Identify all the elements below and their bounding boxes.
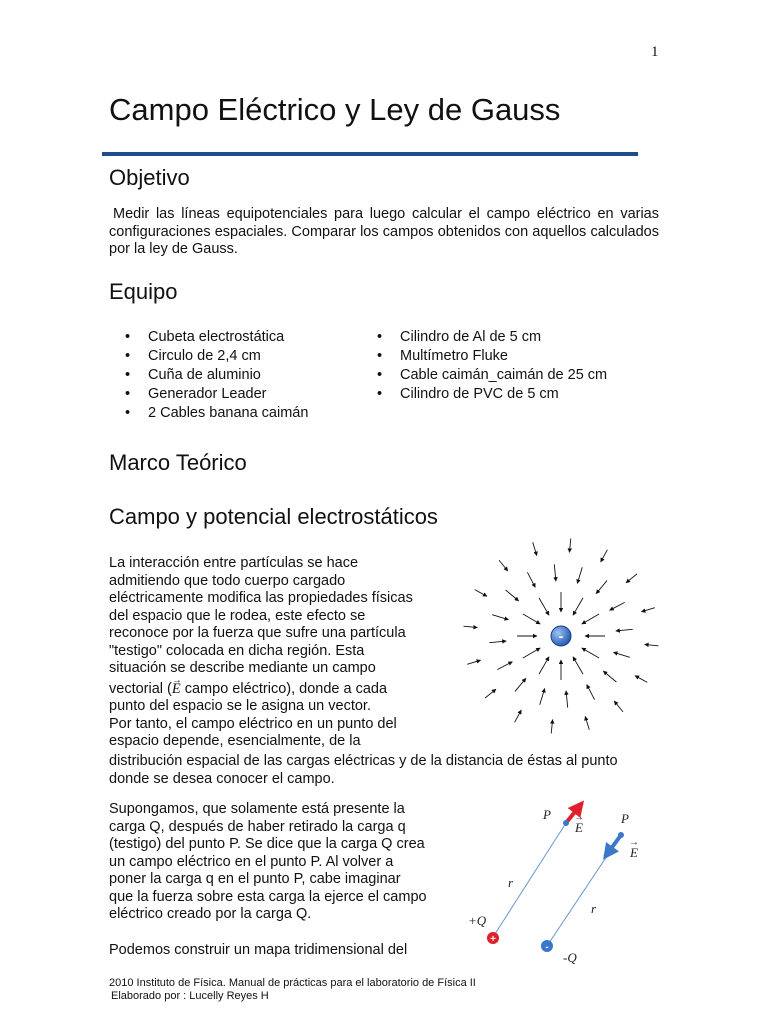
list-item: • 2 Cables banana caimán bbox=[125, 405, 309, 421]
charge-sign: - bbox=[558, 628, 564, 644]
plus-sign: + bbox=[490, 934, 496, 945]
theory-subheading: Campo y potencial electrostáticos bbox=[109, 504, 438, 529]
field-arrow bbox=[641, 608, 654, 612]
equipment-list-left bbox=[121, 328, 308, 423]
field-arrow bbox=[523, 614, 540, 624]
label-r-right: r bbox=[591, 901, 597, 916]
label-e-right: E bbox=[630, 845, 638, 860]
page-footer: 2010 Instituto de Física. Manual de prácticas para el laboratorio de Física II Elaborado por : Lucelly Reyes H bbox=[109, 977, 476, 1002]
page-number: 1 bbox=[651, 44, 659, 60]
document-title: Campo Eléctrico y Ley de Gauss bbox=[109, 92, 561, 127]
objective-heading: Objetivo bbox=[109, 165, 190, 190]
point-charges-figure bbox=[458, 795, 658, 975]
field-arrow bbox=[596, 581, 607, 594]
list-item: • Cubeta electrostática bbox=[125, 329, 285, 345]
field-arrow bbox=[585, 716, 589, 729]
equipment-heading: Equipo bbox=[109, 279, 178, 304]
label-p-left: P bbox=[543, 807, 551, 822]
field-arrow bbox=[569, 539, 570, 553]
field-arrow bbox=[601, 550, 608, 562]
field-arrow bbox=[492, 615, 508, 620]
paragraph-interaction: La interacción entre partículas se hace admitiendo que todo cuerpo cargado eléctricamente modifica las propiedades físicas del espacio que le rodea, este efecto se reconoce por la fuerza que sufre una partícula "testigo" colocada en dicha región. Esta situación se describe mediante un campo vectorial (→ E campo eléctrico), donde a cada punto del espacio se le asigna un vector. Por tanto, el campo eléctrico en un punto del espacio depende, esencialmente, de la bbox=[109, 555, 438, 751]
field-arrow bbox=[464, 626, 478, 627]
field-arrow bbox=[573, 657, 583, 674]
field-arrow bbox=[610, 602, 625, 610]
field-arrow bbox=[614, 701, 623, 712]
field-arrow bbox=[616, 629, 633, 631]
label-plus-q: +Q bbox=[468, 913, 487, 928]
field-arrow bbox=[533, 542, 537, 555]
vector-e-symbol: → E bbox=[172, 681, 181, 699]
field-arrow bbox=[551, 720, 552, 734]
list-item: • Cable caimán_caimán de 25 cm bbox=[377, 367, 608, 383]
field-arrow bbox=[523, 648, 540, 658]
label-p-right: P bbox=[621, 811, 629, 826]
field-arrow bbox=[467, 660, 480, 664]
field-arrow bbox=[540, 689, 545, 705]
equipment-list-right bbox=[373, 328, 607, 404]
vector-arrow-right: → bbox=[629, 837, 639, 848]
field-arrow bbox=[497, 662, 512, 670]
label-r-left: r bbox=[508, 875, 514, 890]
field-arrow bbox=[573, 598, 583, 615]
field-arrow bbox=[582, 614, 599, 624]
list-item: • Generador Leader bbox=[125, 386, 267, 402]
field-arrow bbox=[515, 710, 522, 722]
list-item: • Cuña de aluminio bbox=[125, 367, 261, 383]
point-p-right bbox=[618, 832, 624, 838]
list-item: • Cilindro de Al de 5 cm bbox=[377, 329, 542, 345]
point-p-left bbox=[563, 820, 569, 826]
field-arrow bbox=[475, 590, 487, 597]
list-item: • Cilindro de PVC de 5 cm bbox=[377, 386, 559, 402]
field-arrow bbox=[577, 567, 582, 583]
field-arrow bbox=[527, 572, 535, 587]
field-arrow bbox=[499, 560, 508, 571]
label-e-left: E bbox=[575, 820, 583, 835]
list-item: • Multímetro Fluke bbox=[377, 348, 508, 364]
field-arrow bbox=[506, 590, 519, 601]
vector-arrow-left: → bbox=[574, 812, 584, 823]
objective-text: Medir las líneas equipotenciales para luego calcular el campo eléctrico en varias configuraciones espaciales. Comparar los campos obtenidos con aquellos calculados por la ley de Gauss. bbox=[109, 206, 659, 257]
field-arrow bbox=[582, 648, 599, 658]
field-arrow bbox=[645, 644, 659, 645]
field-arrow bbox=[539, 657, 549, 674]
label-minus-q: -Q bbox=[563, 950, 577, 965]
field-vector-inward bbox=[605, 835, 621, 857]
distance-line-left bbox=[493, 823, 566, 937]
field-arrow bbox=[614, 652, 630, 657]
field-arrow bbox=[515, 678, 526, 691]
title-underline bbox=[102, 152, 638, 156]
paragraph-suppose: Supongamos, que solamente está presente la carga Q, después de haber retirado la carga q (testigo) del punto P. Se dice que la carga Q crea un campo eléctrico en el punto P. Al volver a poner la carga q en el punto P, cabe imaginar que la fuerza sobre esta carga la ejerce el campo eléctrico creado por la carga Q. bbox=[109, 801, 427, 922]
field-arrow bbox=[603, 671, 616, 682]
field-arrow bbox=[635, 676, 647, 683]
field-arrow bbox=[485, 689, 496, 698]
field-arrow bbox=[554, 564, 556, 581]
paragraph-map: Podemos construir un mapa tridimensional del bbox=[109, 942, 408, 958]
paragraph-distribution: distribución espacial de las cargas eléctricas y de la distancia de éstas al punto donde se desea conocer el campo. bbox=[109, 753, 618, 787]
field-arrow bbox=[587, 685, 595, 700]
radial-field-figure bbox=[455, 533, 669, 735]
field-arrow bbox=[566, 691, 568, 708]
minus-sign: - bbox=[545, 942, 549, 953]
field-arrow bbox=[539, 598, 549, 615]
field-arrow bbox=[489, 641, 506, 643]
list-item: • Circulo de 2,4 cm bbox=[125, 348, 261, 364]
theory-heading: Marco Teórico bbox=[109, 450, 247, 475]
field-arrow bbox=[626, 574, 637, 583]
